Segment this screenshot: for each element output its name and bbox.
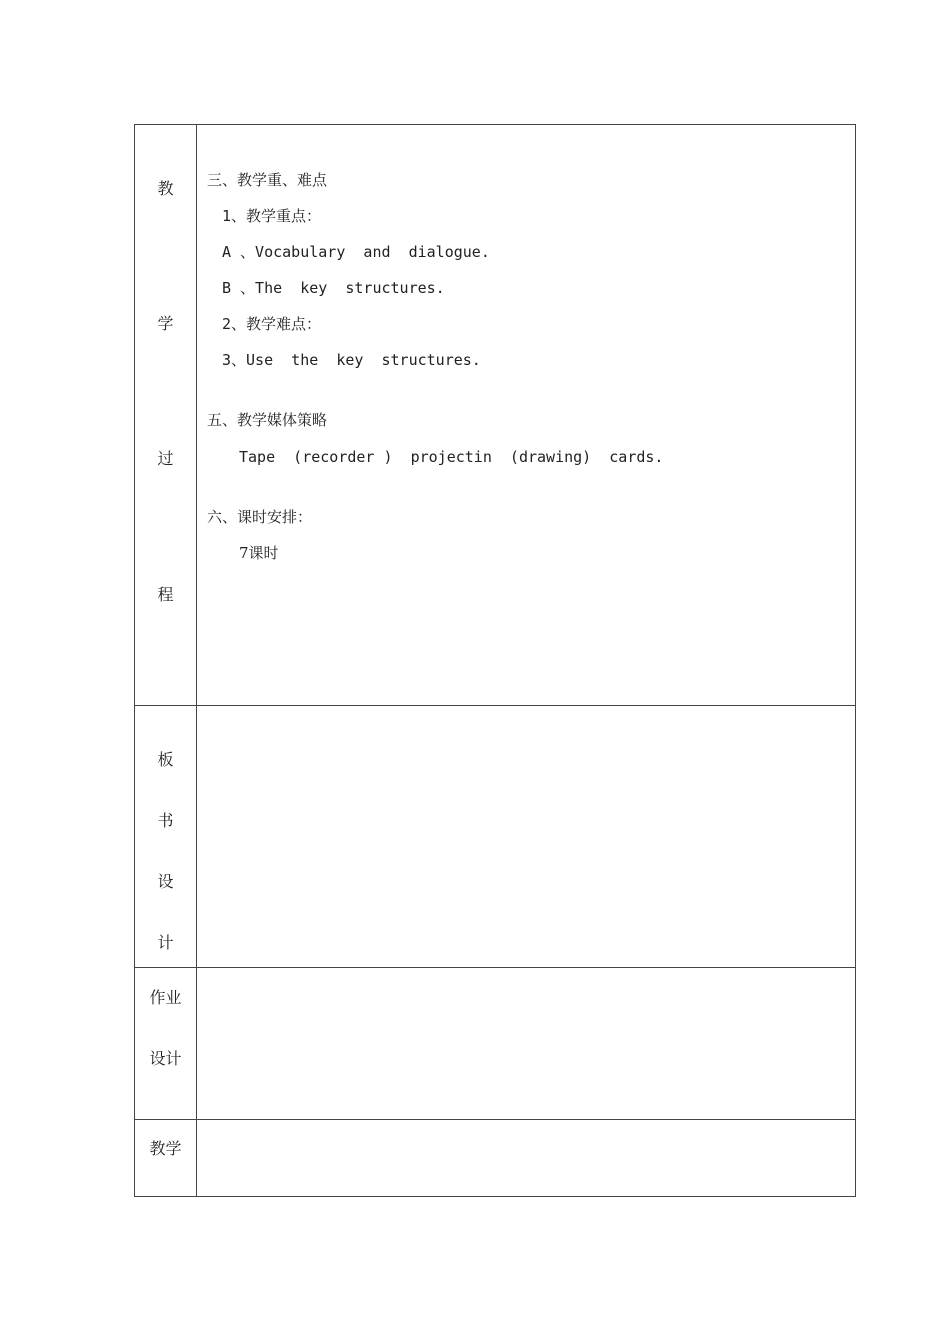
- row-divider-process: [135, 705, 855, 706]
- difficult-point-3: 3、Use the key structures.: [222, 351, 481, 369]
- column-divider: [196, 125, 197, 1196]
- section-6-heading: 六、课时安排：: [207, 508, 313, 526]
- homework-label-line: 作业: [149, 988, 182, 1007]
- row-divider-board: [135, 967, 855, 968]
- homework-label-line: 设计: [149, 1049, 182, 1068]
- reflection-label-line: 教学: [149, 1139, 182, 1158]
- process-label-char: 学: [157, 314, 174, 333]
- key-point-b: B 、The key structures.: [222, 279, 445, 297]
- key-points-item: 1、教学重点：: [222, 207, 322, 225]
- board-label-char: 计: [157, 933, 174, 952]
- difficult-points-item: 2、教学难点：: [222, 315, 322, 333]
- key-point-a: A 、Vocabulary and dialogue.: [222, 243, 490, 261]
- process-label-char: 程: [157, 585, 174, 604]
- lesson-plan-table: [134, 124, 856, 1197]
- process-label-char: 教: [157, 179, 174, 198]
- section-5-heading: 五、教学媒体策略: [207, 411, 328, 429]
- section-3-heading: 三、教学重、难点: [207, 171, 328, 189]
- board-label-char: 书: [157, 811, 174, 830]
- process-label-char: 过: [157, 449, 174, 468]
- row-divider-homework: [135, 1119, 855, 1120]
- class-hours-text: 7课时: [239, 544, 279, 562]
- board-label-char: 设: [157, 872, 174, 891]
- board-label-char: 板: [157, 750, 174, 769]
- media-strategy-text: Tape (recorder ) projectin (drawing) cards.: [239, 448, 664, 466]
